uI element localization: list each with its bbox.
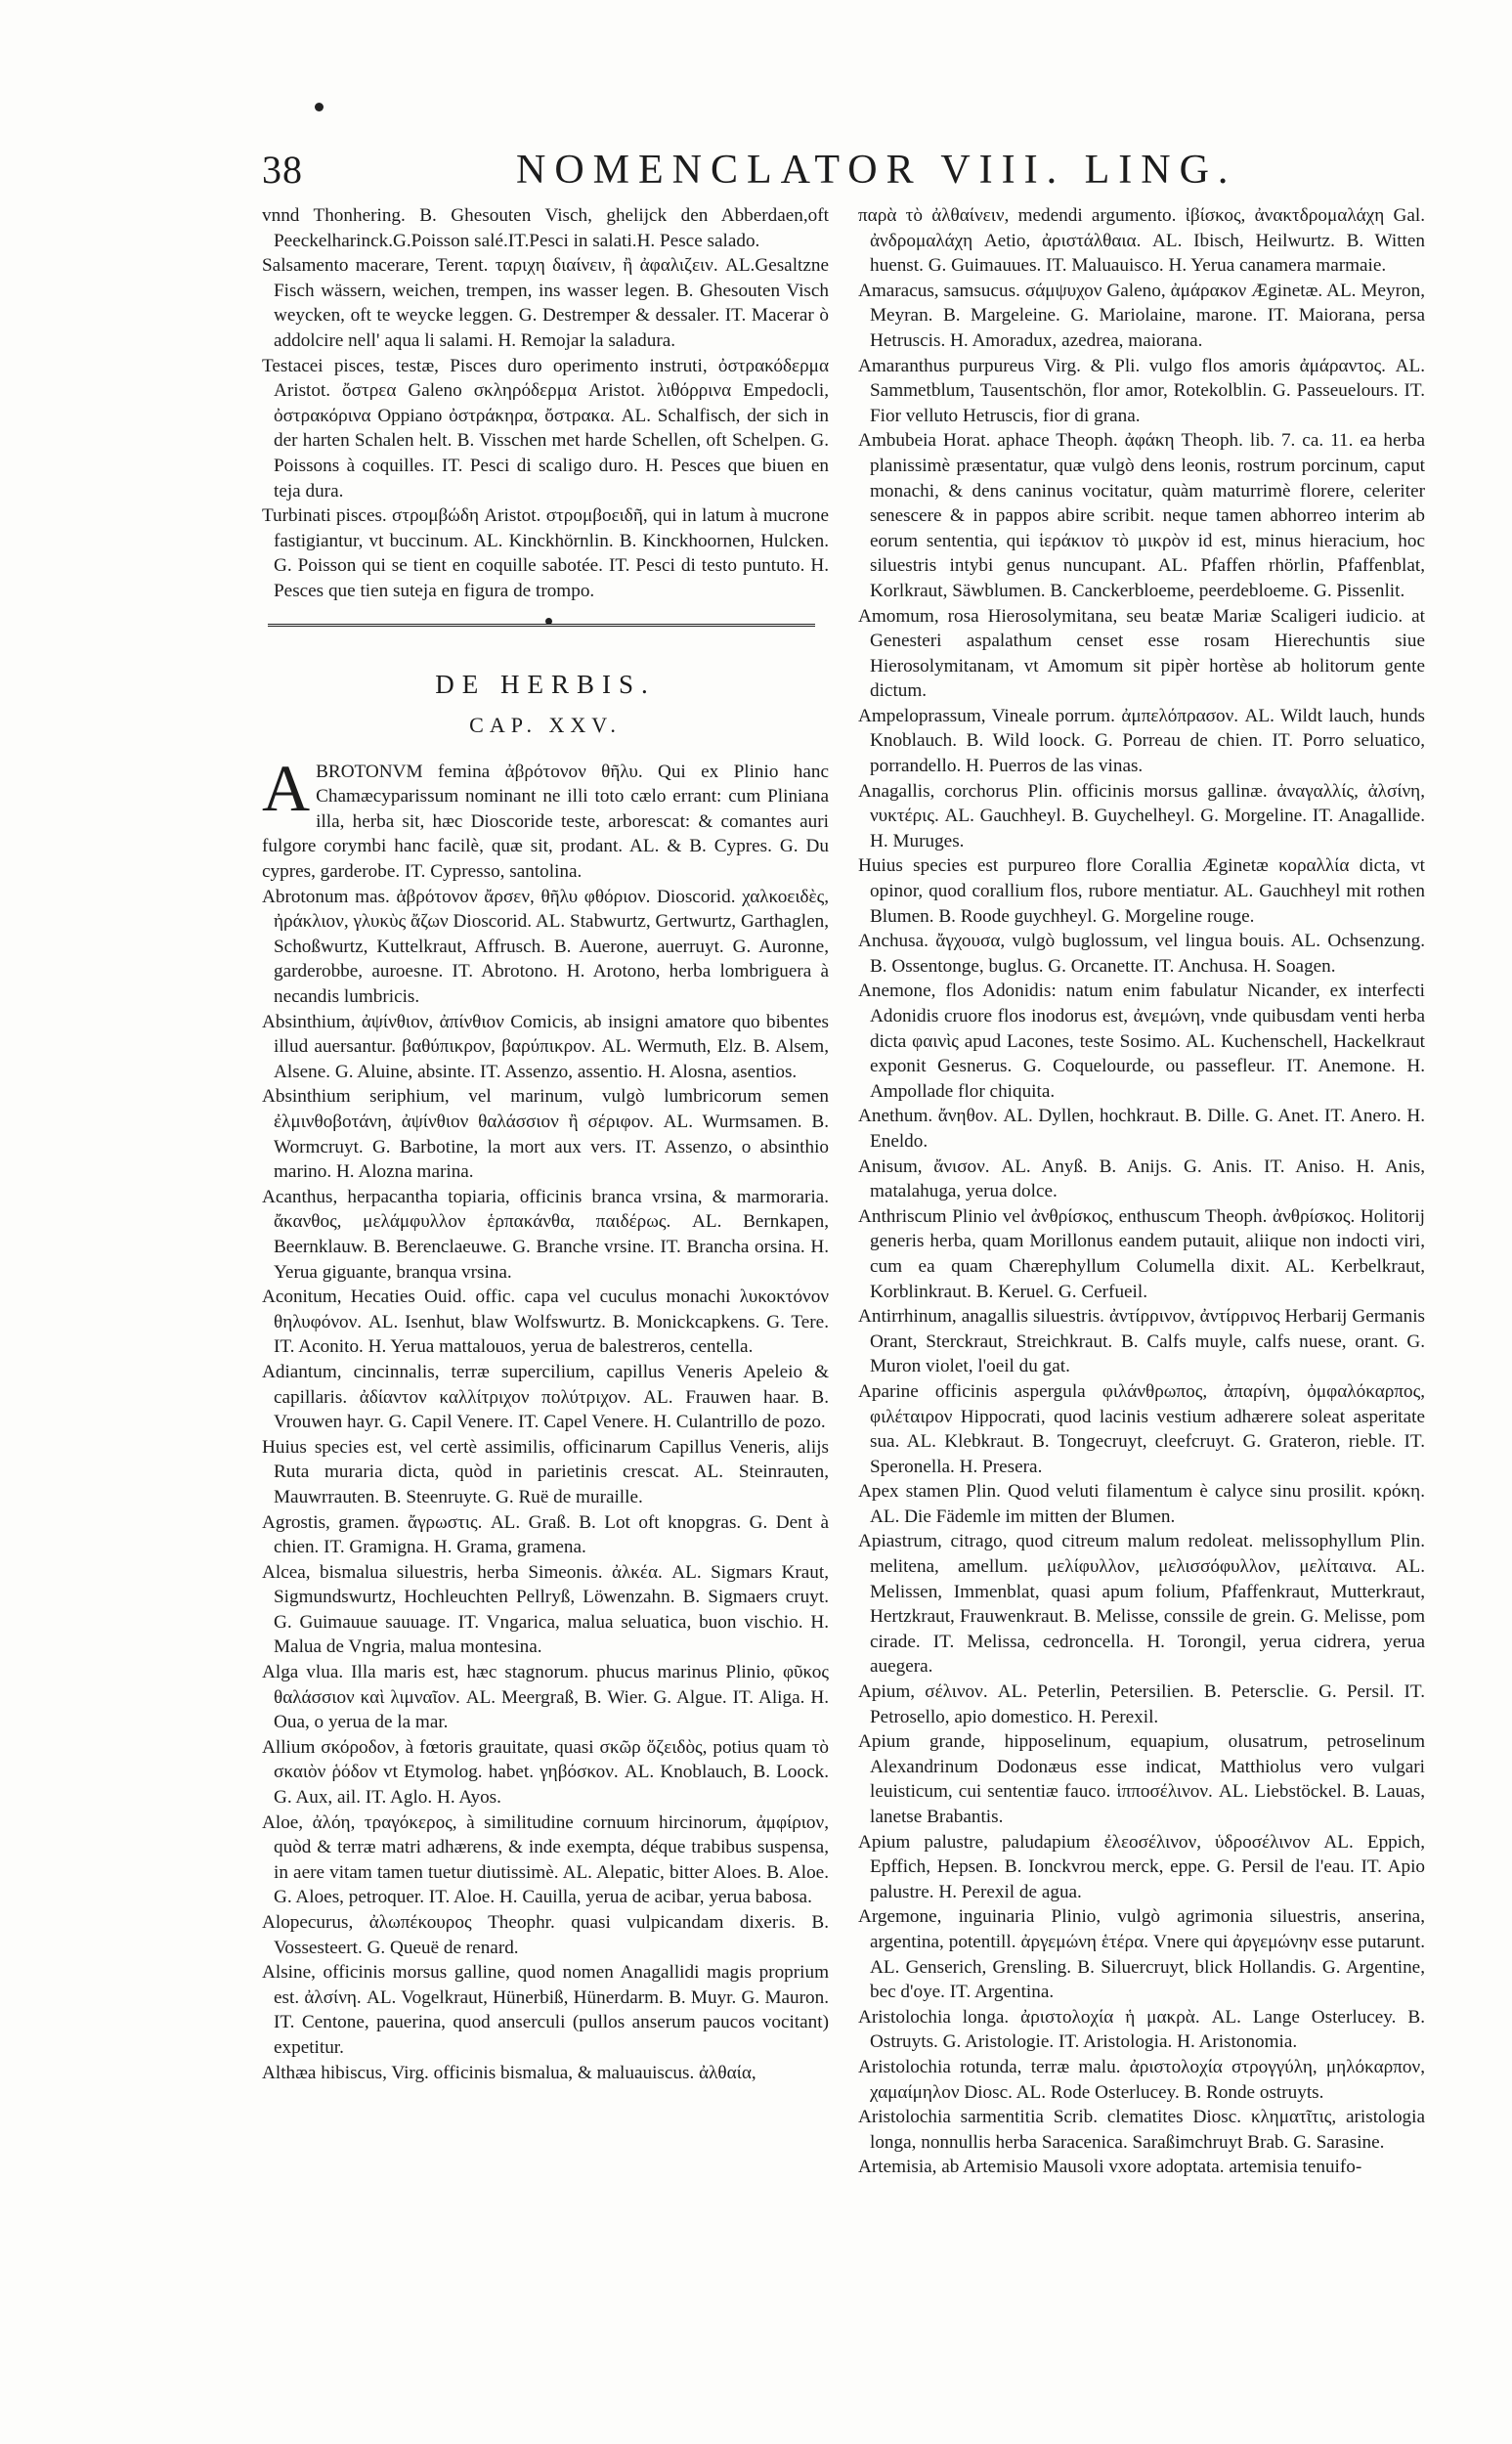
entry: Abrotonum mas. ἀβρότονον ἄρσεν, θῆλυ φθόριον. Dioscorid. χαλκοειδὲς, ἠράκλιον, γλυκὺς ἄζων Dioscorid. AL. Stabwurtz, Gertwurtz, Garthaglen, Schoßwurtz, Kuttelkraut, Affrusch. B. Auerone, auerruyt. G. Auronne, garderobbe, auroesne. IT. Abrotono. H. Arotono, herba lombriguera à necandis lumbricis.: [262, 886, 829, 1008]
entry: Althæa hibiscus, Virg. officinis bismalua, & maluauiscus. ἀλθαία,: [262, 2062, 756, 2083]
entry: παρὰ τὸ ἀλθαίνειν, medendi argumento. ἰβίσκος, ἀνακτδρομαλάχη Gal. ἀνδρομαλάχη Aetio, ἀριστάλθαια. AL. Ibisch, Heilwurtz. B. Witten huenst. G. Guimauues. IT. Maluauisco. H. Yerua canamera marmaie.: [858, 205, 1425, 277]
section-divider: [262, 604, 829, 643]
entry: Absinthium seriphium, vel marinum, vulgò lumbricorum semen ἐλμινθοβοτάνη, ἀψίνθιον θαλάσσιον ἢ σέριφον. AL. Wurmsamen. B. Wormcruyt. G. Barbotine, la mort aux vers. IT. Assenzo, o absinthio marino. H. Alozna marina.: [262, 1086, 829, 1183]
page-header: [262, 147, 1237, 197]
entry: Alga vlua. Illa maris est, hæc stagnorum. phucus marinus Plinio, φῦκος θαλάσσιον καὶ λιμναῖον. AL. Meergraß, B. Wier. G. Algue. IT. Aliga. H. Oua, o yerua de la mar.: [262, 1662, 829, 1733]
entry: Aristolochia sarmentitia Scrib. clematites Diosc. κληματῖτις, aristologia longa, nonnullis herba Saracenica. Saraßimchruyt Brab. G. Sarasine.: [858, 2107, 1425, 2153]
section-title: DE HERBIS.: [435, 669, 656, 699]
first-entry: [262, 750, 829, 885]
first-entry-text: BROTONVM femina ἀβρότονον θῆλυ. Qui ex Plinio hanc Chamæcyparissum nominant ne illi toto cælo errant: cum Pliniana illa, herba sit, hæc Dioscoride teste, arborescat: & comantes auri fulgore corymbi hanc facilè, quæ sit, prodant. AL. & B. Cypres. G. Du cypres, garderobe. IT. Cypresso, santolina.: [262, 761, 829, 883]
page-number: 38: [262, 148, 303, 192]
entry: Ampeloprassum, Vineale porrum. ἀμπελόπρασον. AL. Wildt lauch, hunds Knoblauch. B. Wild loock. G. Porreau de chien. IT. Porro seluatico, porrandello. H. Puerros de las vinas.: [858, 705, 1425, 777]
entry: Apiastrum, citrago, quod citreum malum redoleat. melissophyllum Plin. melitena, amellum. μελίφυλλον, μελισσόφυλλον, μελίταινα. AL. Melissen, Immenblat, quasi apum folium, Pfaffenkraut, Mutterkraut, Hertzkraut, Frauwenkraut. B. Melisse, conssile de grein. G. Melisse, pom cirade. IT. Melissa, cedroncella. H. Torongil, yerua cidrera, yerua auegera.: [858, 1531, 1425, 1678]
entry: Allium σκόροδον, à fœtoris grauitate, quasi σκῶρ ὄζειδὸς, potius quam τὸ σκαιὸν ῥόδον vt Etymolog. habet. γηβόσκον. AL. Knoblauch, B. Loock. G. Aux, ail. IT. Aglo. H. Ayos.: [262, 1736, 829, 1809]
entry: Anethum. ἄνηθον. AL. Dyllen, hochkraut. B. Dille. G. Anet. IT. Anero. H. Eneldo.: [858, 1106, 1425, 1152]
entry: Anemone, flos Adonidis: natum enim fabulatur Nicander, ex interfecti Adonidis cruore flos inodorus est, ἀνεμώνη, vnde quibusdam venti herba dicta φαινὶς apud Lacones, teste Sosimo. AL. Kuchenschell, Hackelkraut exponit Gesnerus. G. Coquelourde, ou passefleur. IT. Anemone. H. Ampollade flor chiquita.: [858, 981, 1425, 1102]
double-rule: [268, 624, 815, 630]
entry: Anchusa. ἄγχουσα, vulgò buglossum, vel lingua bouis. AL. Ochsenzung. B. Ossentonge, buglus. G. Orcanette. IT. Anchusa. H. Soagen.: [858, 931, 1425, 977]
entry: Aparine officinis aspergula φιλάνθρωπος, ἀπαρίνη, ὀμφαλόκαρπος, φιλέταιρον Hippocrati, quod lacinis vestium adhærere soleat asperitate sua. AL. Klebkraut. B. Tongecruyt, cleefcruyt. G. Grateron, rieble. IT. Speronella. H. Presera.: [858, 1380, 1425, 1477]
entry: Agrostis, gramen. ἄγρωστις. AL. Graß. B. Lot oft knopgras. G. Dent à chien. IT. Gramigna. H. Grama, gramena.: [262, 1511, 829, 1558]
entry: Adiantum, cincinnalis, terræ supercilium, capillus Veneris Apeleio & capillaris. ἀδίαντον καλλίτριχον πολύτριχον. AL. Frauwen haar. B. Vrouwen hayr. G. Capil Venere. IT. Capel Venere. H. Culantrillo de pozo.: [262, 1361, 829, 1433]
entry: Anthriscum Plinio vel ἀνθρίσκος, enthuscum Theoph. ἀνθρίσκος. Holitorij generis herba, quam Morillonus eandem putauit, aliique non indocti viri, cum ea quam Chærephyllum Columella dixit. AL. Kerbelkraut, Korblinkraut. B. Keruel. G. Cerfueil.: [858, 1205, 1425, 1302]
entry: Alcea, bismalua siluestris, herba Simeonis. ἀλκέα. AL. Sigmars Kraut, Sigmundswurtz, Hochleuchten Pellryß, Löwenzahn. B. Sigmaers cruyt. G. Guimauue sauuage. IT. Vngarica, malua seluatica, buon vischio. H. Malua de Vngria, malua montesina.: [262, 1561, 829, 1658]
entry: Turbinati pisces. στρομβώδη Aristot. στρομβοειδῆ, qui in latum à mucrone fastigiantur, vt buccinum. AL. Kinckhörnlin. B. Kinckhoornen, Hulcken. G. Poisson qui se tient en coquille sabotée. IT. Pesci di testo puntuto. H. Pesces que tien suteja en figura de trompo.: [262, 505, 829, 601]
entry: Aristolochia rotunda, terræ malu. ἀριστολοχία στρογγύλη, μηλόκαρπον, χαμαίμηλον Diosc. AL. Rode Osterlucey. B. Ronde ostruyts.: [858, 2056, 1425, 2103]
entry: Amomum, rosa Hierosolymitana, seu beatæ Mariæ Scaligeri iudicio. at Genesteri aspalathum censet esse rosam Hierechuntis siue Hierosolymitanam, vt Amomum sit pipèr hortèse ab holitorum gente dictum.: [858, 605, 1425, 702]
entry: Aristolochia longa. ἀριστολοχία ἡ μακρὰ. AL. Lange Osterlucey. B. Ostruyts. G. Aristologie. IT. Aristologia. H. Aristonomia.: [858, 2006, 1425, 2053]
entry: Antirrhinum, anagallis siluestris. ἀντίρρινον, ἀντίρρινος Herbarij Germanis Orant, Sterckraut, Streichkraut. B. Calfs muyle, calfs nuese, orant. G. Muron violet, l'oeil du gat.: [858, 1306, 1425, 1377]
ink-dot: [315, 103, 324, 111]
entry: Apex stamen Plin. Quod veluti filamentum è calyce sinu prosilit. κρόκη. AL. Die Fädemle im mitten der Blumen.: [858, 1481, 1425, 1527]
entry: Amaranthus purpureus Virg. & Pli. vulgo flos amoris ἀμάραντος. AL. Sammetblum, Tausentschön, flor amor, Rotekolblin. G. Passeuelours. IT. Fior velluto Hetruscis, fior di grana.: [858, 355, 1425, 426]
entry: Absinthium, ἀψίνθιον, ἀπίνθιον Comicis, ab insigni amatore quo bibentes illud auersantur. βαθύπικρον, βαρύπικρον. AL. Wermuth, Elz. B. Alsem, Alsene. G. Aluine, absinte. IT. Assenzo, assentio. H. Alosna, asentios.: [262, 1011, 829, 1082]
entry: Salsamento macerare, Terent. ταριχη διαίνειν, ἢ ἀφαλιζειν. AL.Gesaltzne Fisch wässern, weichen, trempen, ins wasser legen. B. Ghesouten Visch weycken, oft te weycke leggen. G. Destremper & dessaler. IT. Macerar ò addolcire nell' aqua li salami. H. Remojar la saladura.: [262, 255, 829, 351]
entry: Artemisia, ab Artemisio Mausoli vxore adoptata. artemisia tenuifo-: [858, 2157, 1362, 2178]
entry: Amaracus, samsucus. σάμψυχον Galeno, ἀμάρακον Æginetæ. AL. Meyron, Meyran. B. Margeleine. G. Mariolaine, marone. IT. Maiorana, persa Hetruscis. H. Amoradux, azedrea, maiorana.: [858, 280, 1425, 351]
entry: Anisum, ἄνισον. AL. Anyß. B. Anijs. G. Anis. IT. Aniso. H. Anis, matalahuga, yerua dolce.: [858, 1156, 1425, 1202]
entry: Aconitum, Hecaties Ouid. offic. capa vel cuculus monachi λυκοκτόνον θηλυφόνον. AL. Isenhut, blaw Wolfswurtz. B. Monickcapkens. G. Tere. IT. Aconito. H. Yerua mattalouos, yerua de balestreros, centella.: [262, 1287, 829, 1358]
left-column: [262, 203, 829, 2085]
right-column: [858, 203, 1425, 2180]
entry: Acanthus, herpacantha topiaria, officinis branca vrsina, & marmoraria. ἄκανθος, μελάμφυλλον ἑρπακάνθα, παιδέρως. AL. Bernkapen, Beernklauw. B. Berenclaeuwe. G. Branche vrsine. IT. Brancha orsina. H. Yerua giguante, branqua vrsina.: [262, 1186, 829, 1283]
entry: Ambubeia Horat. aphace Theoph. ἀφάκη Theoph. lib. 7. ca. 11. ea herba planissimè præsentatur, quæ vulgò dens leonis, rostrum porcinum, caput monachi, & dens caninus vocitatur, quàm maturrimè florere, celeriter senescere & in pappos abire scribit. neque tamen abhorreo interim ab eorum sententia, qui ἱεράκιον τὸ μικρὸν id est, minus hieracium, hoc siluestris intybi genus nuncupant. AL. Pfaffen rhörlin, Pfaffenblat, Korlkraut, Säwblumen. B. Canckerbloeme, peerdebloeme. G. Pissenlit.: [858, 430, 1425, 601]
entry: Alsine, officinis morsus galline, quod nomen Anagallidi magis proprium est. ἀλσίνη. AL. Vogelkraut, Hünerbiß, Hünerdarm. B. Muyr. G. Mauron. IT. Centone, pauerina, quod anserculi (pullos anserum paucos vocitant) expetitur.: [262, 1962, 829, 2058]
entry: Apium grande, hipposelinum, equapium, olusatrum, petroselinum Alexandrinum Dodonæus esse indicat, Matthiolus vero vulgari leuisticum, cui sententiæ fauco. ἱπποσέλινον. AL. Liebstöckel. B. Lauas, lanetse Brabantis.: [858, 1731, 1425, 1827]
entry: Anagallis, corchorus Plin. officinis morsus gallinæ. ἀναγαλλίς, ἀλσίνη, νυκτέρις. AL. Gauchheyl. B. Guychelheyl. G. Morgeline. IT. Anagallide. H. Muruges.: [858, 780, 1425, 851]
running-head: NOMENCLATOR VIII. LING.: [516, 148, 1237, 193]
chapter-heading: CAP. XXV.: [469, 713, 622, 738]
entry: Aloe, ἀλόη, τραγόκερος, à similitudine cornuum hircinorum, ἀμφίριον, quòd & terræ matri adhærens, & inde exempta, déque trabibus suspensa, in aere vitam tamen tuetur diutissimè. AL. Alepatic, bitter Aloes. B. Aloe. G. Aloes, petroquer. IT. Aloe. H. Cauilla, yerua de acibar, yerua babosa.: [262, 1811, 829, 1908]
entry: Testacei pisces, testæ, Pisces duro operimento instruti, ὀστρακόδερμα Aristot. ὄστρεα Galeno σκληρόδερμα Aristot. λιθόρρινα Empedocli, ὀστρακόρινα Oppiano ὀστράκηρα, ὄστρακα. AL. Schalfisch, der sich in der harten Schalen helt. B. Visschen met harde Schellen, oft Schelpen. G. Poissons à coquilles. IT. Pesci di scaligo duro. H. Pesces que biuen en teja dura.: [262, 355, 829, 502]
entry: Apium, σέλινον. AL. Peterlin, Petersilien. B. Petersclie. G. Persil. IT. Petrosello, apio domestico. H. Perexil.: [858, 1681, 1425, 1727]
drop-cap: A: [262, 750, 311, 825]
entry-note: Huius species est, vel certè assimilis, officinarum Capillus Veneris, alijs Ruta muraria dicta, quòd in parietinis crescat. AL. Steinrauten, Mauwrrauten. B. Steenruyte. G. Ruë de muraille.: [262, 1436, 829, 1507]
entry: Apium palustre, paludapium ἐλεοσέλινον, ὑδροσέλινον AL. Eppich, Epffich, Hepsen. B. Ionckvrou merck, eppe. G. Persil de l'eau. IT. Apio palustre. H. Perexil de agua.: [858, 1831, 1425, 1902]
entry-note: Huius species est purpureo flore Corallia Æginetæ κοραλλία dicta, vt opinor, quod corallium flos, rubore mentiatur. AL. Gauchheyl mit rothen Blumen. B. Roode guychheyl. G. Morgeline rouge.: [858, 855, 1425, 927]
rule-ornament: [545, 618, 552, 625]
entry: Argemone, inguinaria Plinio, vulgò agrimonia siluestris, anserina, argentina, potentill. ἀργεμώνη ἑτέρα. Vnere qui ἀργεμώνην esse putarunt. AL. Genserich, Grensling. B. Siluercruyt, blick Hollandis. G. Argentine, bec d'oye. IT. Argentina.: [858, 1906, 1425, 2003]
entry: vnnd Thonhering. B. Ghesouten Visch, ghelijck den Abberdaen,oft Peeckelharinck.G.Poisson salé.IT.Pesci in salati.H. Pesce salado.: [262, 205, 829, 251]
entry: Alopecurus, ἀλωπέκουρος Theophr. quasi vulpicandam dixeris. B. Vossesteert. G. Queuë de renard.: [262, 1912, 829, 1958]
